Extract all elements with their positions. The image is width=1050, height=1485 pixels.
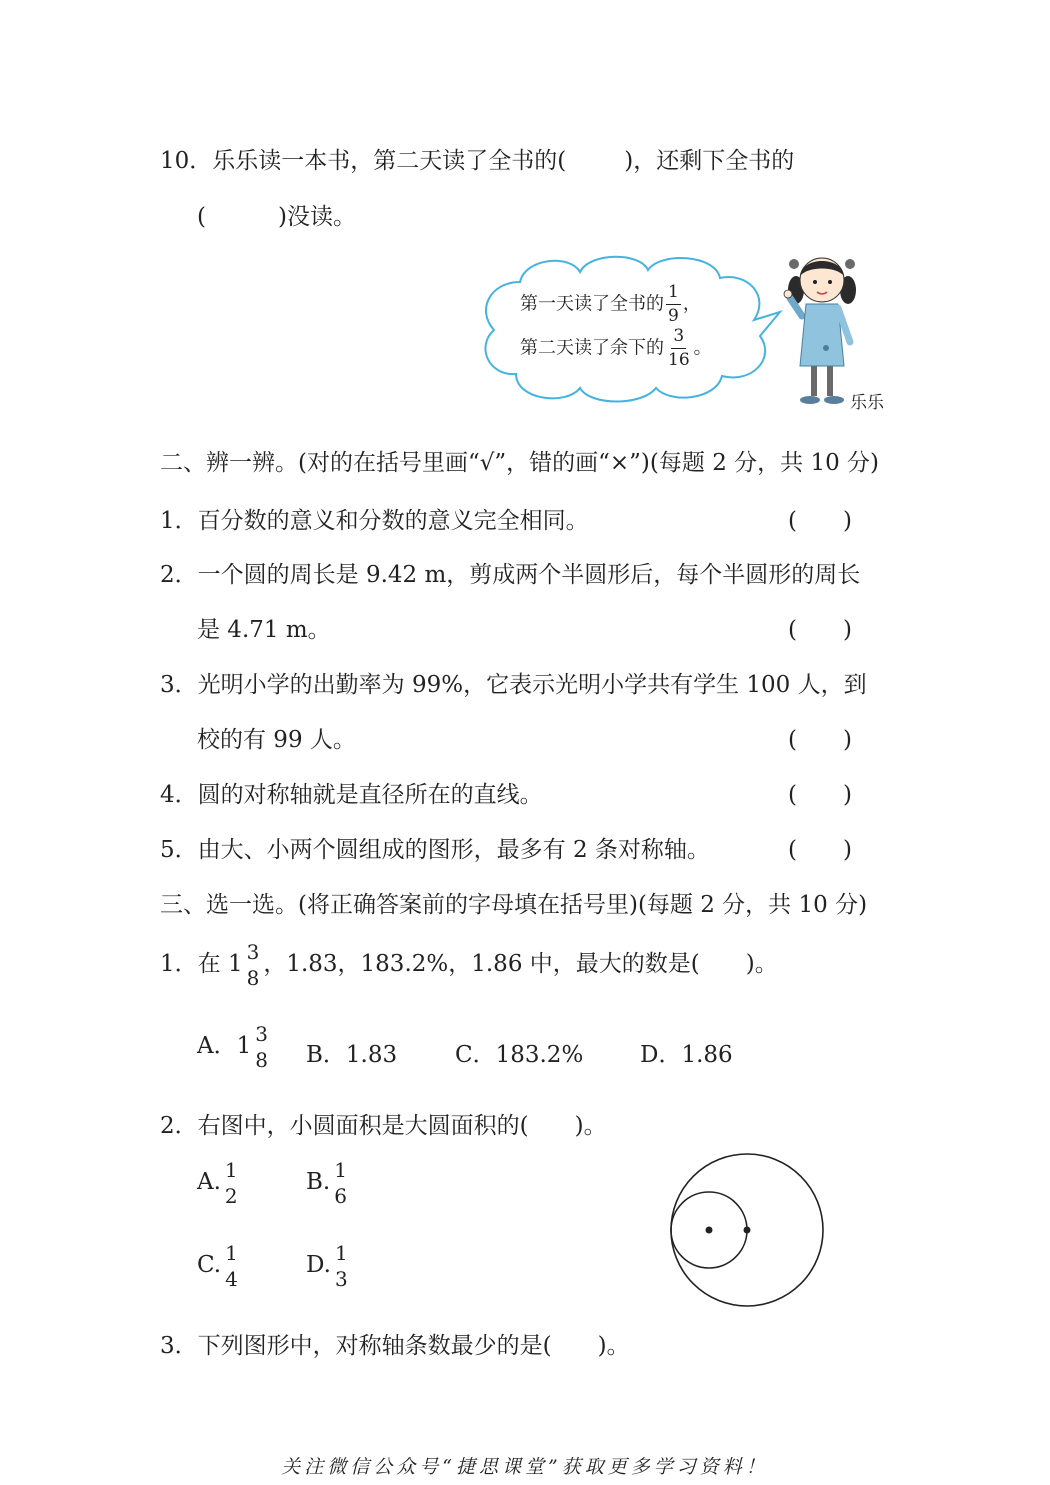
s2-item-1: 1．百分数的意义和分数的意义完全相同。: [160, 508, 589, 534]
footer-note: 关注微信公众号“捷思课堂”获取更多学习资料！: [281, 1456, 769, 1478]
s3-q1-option-b[interactable]: B．1.83: [306, 1042, 398, 1068]
q10-blank-2-close: )没读。: [277, 204, 356, 230]
large-circle-center-dot: [744, 1227, 751, 1234]
s2-answer-paren-1[interactable]: ( ): [788, 508, 852, 534]
q10-blank-1-close: )，还剩下全书的: [624, 148, 795, 174]
s3-q2-option-a[interactable]: A. 1 2: [197, 1158, 238, 1208]
s3-q2-option-d[interactable]: D. 1 3: [306, 1241, 348, 1291]
s3-q1-option-c[interactable]: C．183.2%: [455, 1042, 584, 1068]
s2-item-3-cont: 校的有 99 人。: [197, 727, 356, 753]
s2-item-3: 3．光明小学的出勤率为 99%，它表示光明小学共有学生 100 人，到: [160, 672, 867, 698]
s3-q3: 3．下列图形中，对称轴条数最少的是( )。: [160, 1333, 630, 1359]
mixed-fraction-1-3-8: 3 8: [246, 940, 260, 990]
q10-line2: [197, 198, 356, 231]
bubble-line-1: 第一天读了全书的 $\frac{1}{9}$ ，: [520, 282, 701, 326]
s2-answer-paren-4[interactable]: ( ): [788, 782, 852, 808]
s2-answer-paren-5[interactable]: ( ): [788, 837, 852, 863]
character-name: 乐乐: [850, 393, 884, 413]
fraction-one-ninth: $\frac{1}{9}$: [668, 282, 679, 326]
s3-q1-option-a[interactable]: A．1 3 8: [197, 1022, 268, 1072]
circles-figure: [665, 1148, 830, 1313]
bubble-line-2: 第二天读了余下的 $\frac{3}{16}$ 。: [520, 326, 712, 370]
s2-item-2-cont: 是 4.71 m。: [197, 617, 331, 643]
s2-answer-paren-3[interactable]: ( ): [788, 727, 852, 753]
fraction-three-sixteenths: $\frac{3}{16}$: [668, 326, 690, 370]
q10-number: 10．: [160, 148, 213, 174]
section3-heading: 三、选一选。(将正确答案前的字母填在括号里)(每题 2 分，共 10 分): [160, 892, 868, 918]
s3-q2-option-b[interactable]: B. 1 6: [306, 1158, 347, 1208]
s2-item-4: 4．圆的对称轴就是直径所在的直线。: [160, 782, 543, 808]
q10-blank-2-open: (: [197, 204, 206, 230]
s2-item-5: 5．由大、小两个圆组成的图形，最多有 2 条对称轴。: [160, 837, 710, 863]
s2-answer-paren-2[interactable]: ( ): [788, 617, 852, 643]
s3-q2-option-c[interactable]: C. 1 4: [197, 1241, 238, 1291]
q10-line1: [160, 142, 794, 175]
q10-blank-1-open: (: [557, 148, 567, 174]
s3-q1-option-d[interactable]: D．1.86: [640, 1042, 733, 1068]
q10-text: 乐乐读一本书，第二天读了全书的: [212, 148, 558, 174]
section2-heading: 二、辨一辨。(对的在括号里画“√”，错的画“×”)(每题 2 分，共 10 分): [160, 450, 879, 476]
s3-q2: 2．右图中，小圆面积是大圆面积的( )。: [160, 1113, 607, 1139]
small-circle-center-dot: [706, 1227, 713, 1234]
s2-item-2: 2．一个圆的周长是 9.42 m，剪成两个半圆形后，每个半圆形的周长: [160, 562, 861, 588]
s3-q1: 1．在 1 3 8 ，1.83，183.2%，1.86 中，最大的数是( )。: [160, 940, 778, 990]
